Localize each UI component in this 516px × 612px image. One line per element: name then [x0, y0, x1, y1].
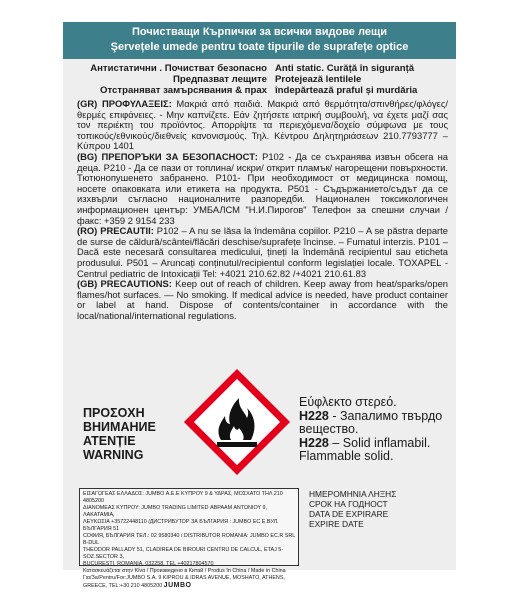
precautions-ro-heading: (RO) PRECAUTII:: [77, 225, 154, 237]
brand-logo: JUMBO: [163, 582, 192, 589]
feature-bg-3: Отстраняват замърсявания & прах: [100, 85, 267, 96]
precautions-ro-body: P102 – A nu se lăsa la îndemâna copiilor. P210 – A se păstra departe de surse de căldură/scântei/flăcări deschise/suprafețe încinse. – Fumatul interzis. P101 – Dacă este necesară consultarea medicului, țineți la îndemână recipientul sau eticheta produsului. P501 – Aruncați conținutul/recipientul conform legislației locale. TOXAPEL - Centrul pediatric de Intoxicații Tel: +4021 210.62.82 /+4021 210.61.83: [77, 225, 448, 279]
expiry-ro: DATA DE EXPIRARE: [309, 509, 389, 519]
importer-line: BUCURESTI, ROMANIA, 032258, TEL +40217804570: [83, 561, 214, 567]
hazard-bg-code: H228: [299, 408, 329, 423]
feature-ro-1: Anti static. Curăță în siguranță: [275, 63, 415, 74]
precautions-text: [63, 96, 456, 321]
feature-ro-3: îndepărtează praful și murdăria: [275, 85, 418, 96]
title-bg: Почистващи Кърпички за всички видове лещи: [131, 26, 387, 38]
expiry-labels: [309, 489, 439, 529]
precautions-bg-heading: (BG) ПРЕПОРЪКИ ЗА БЕЗОПАСНОСТ:: [77, 150, 258, 162]
flame-icon: [181, 366, 293, 478]
importer-line: GREECE, TEL:+30 210 4805200: [83, 583, 163, 589]
importer-info: [79, 488, 299, 589]
feature-ro-2: Protejează lentilele: [275, 74, 362, 85]
precautions-gb-body: Keep out of reach of children. Keep away from heat/sparks/open flames/hot surfaces. — No smoking. If medical advice is needed, have product container or label at hand. Dispose of contents/container in accordance with the local/national/international regulations.: [77, 278, 448, 321]
features-ro: [275, 63, 450, 96]
signal-words: [83, 406, 156, 462]
precautions-gr-heading: (GR) ΠΡΟΦΥΛΑΞΕΙΣ:: [77, 98, 172, 109]
hazard-gb: Flammable solid.: [299, 449, 394, 463]
importer-line: THEODOR PALLADY 51, CLADIREA DE BIROURI CENTRU DE CALCUL, ETAJ 5-SOZ.SECTOR 3,: [83, 547, 284, 560]
title-ro: Şervețele umede pentru toate tipurile de suprafețe optice: [110, 41, 409, 53]
precautions-gr: [77, 99, 448, 152]
hazard-gr: Εύφλεκτο στερεό.: [299, 395, 397, 409]
features-bg: [77, 63, 275, 96]
importer-line: ΔΙΑΝΟΜΕΑΣ ΚΥΠΡΟΥ: JUMBO TRADING LIMITED ΑΒΡΑΑΜ ΑΝΤΩΝΙΟΥ 9, ΛΑΚΑΤΑΜΙΑ,: [83, 505, 267, 518]
hazard-ro-text: – Solid inflamabil.: [328, 435, 431, 450]
precautions-gb-heading: (GB) PRECAUTIONS:: [77, 278, 172, 290]
hazard-statement: [299, 396, 449, 464]
signal-word-bg: ВНИМАНИЕ: [83, 420, 156, 434]
expiry-gb: EXPIRE DATE: [309, 519, 364, 529]
importer-line: Για/За/Pentru/For:JUMBO S.A. 9 KIPROU & IDRAS AVENUE, MOSHATO, ATHENS,: [83, 575, 285, 581]
precautions-ro: [77, 226, 448, 279]
importer-line: Κατασκευάζεται στην Κίνα / Произведено в Китай / Produs în China / Made in China: [83, 568, 286, 574]
expiry-gr: ΗΜΕΡΟΜΗΝΙΑ ΛΗΞΗΣ: [309, 489, 397, 499]
hazard-bg: [299, 410, 449, 437]
precautions-gb: [77, 279, 448, 321]
signal-word-gr: ΠΡΟΣΟΧΗ: [83, 406, 145, 420]
precautions-bg: [77, 152, 448, 226]
hazard-bg-text: - Запалимо твърдо вещество.: [299, 408, 443, 436]
importer-line: ΕΙΣΑΓΩΓΕΑΣ ΕΛΛΑΔΟΣ: JUMBO Α.Ε.Ε ΚΥΠΡΟΥ 9 & ΥΔΡΑΣ, ΜΟΣΧΑΤΟ ΤΗΛ 210 4805200: [83, 491, 283, 504]
hazard-ro-code: H228: [299, 435, 329, 450]
precautions-gr-body: Μακριά από παιδιά. Μακριά από θερμότητα/σπινθήρες/φλόγες/θερμές επιφάνειες. - Μην καπνίζετε. Εάν ζητήσετε ιατρική συμβουλή, να έχετε μαζί σας τον περιέκτη του προϊόντος. Απορρίψτε τα περιεχόμενα/δοχείο σύμφωνα με τους τοπικούς/εθνικούς/διεθνείς κανονισμούς. Τηλ. Κέντρου Δηλητηριάσεων 210.7793777 – Κύπρου 1401: [77, 98, 448, 152]
label-header: [63, 22, 456, 59]
feature-bg-1: Антистатични . Почистват безопасно: [90, 63, 267, 74]
signal-word-gb: WARNING: [83, 448, 144, 462]
signal-word-ro: ATENȚIE: [83, 434, 136, 448]
importer-line: СОФИЯ, БЪЛГАРИЯ ТЕЛ.: 02 9580340 / DISTRIBUTOR ROMANIA: JUMBO EC.R SRL B-DUL: [83, 533, 296, 546]
product-label: [63, 22, 456, 589]
importer-line: ΛΕΥΚΩΣΙΑ +35722448110 /ДИСТРИБУТОР ЗА БЪЛГАРИЯ : JUMBO EC Е.ВУЛ. БЪЛГАРИЯ 51: [83, 519, 279, 532]
feature-bg-2: Предпазват лещите: [173, 74, 267, 85]
feature-list: [63, 59, 456, 96]
importer-line-last: [83, 582, 295, 590]
precautions-bg-body: P102 - Да се съхранява извън обсега на деца. P210 - Да се пази от топлина/ искри/ открит пламък/ нагорещени повърхности. Тютюнопушенето забранено. P101- При необходимост от медицинска помощ, носете опаковката или етикета на продукта. P501 - Съдържанието/съдът да се изхвърли съгласно националните разпоредби. Национален токсикологичен информационен център: УМБАЛСМ "Н.И.Пирогов" Телефон за спешни случаи / факс: +359 2 9154 233: [77, 150, 448, 226]
warning-section: [63, 354, 456, 484]
hazard-ro: [299, 437, 449, 451]
expiry-bg: СРОК НА ГОДНОСТ: [309, 499, 388, 509]
